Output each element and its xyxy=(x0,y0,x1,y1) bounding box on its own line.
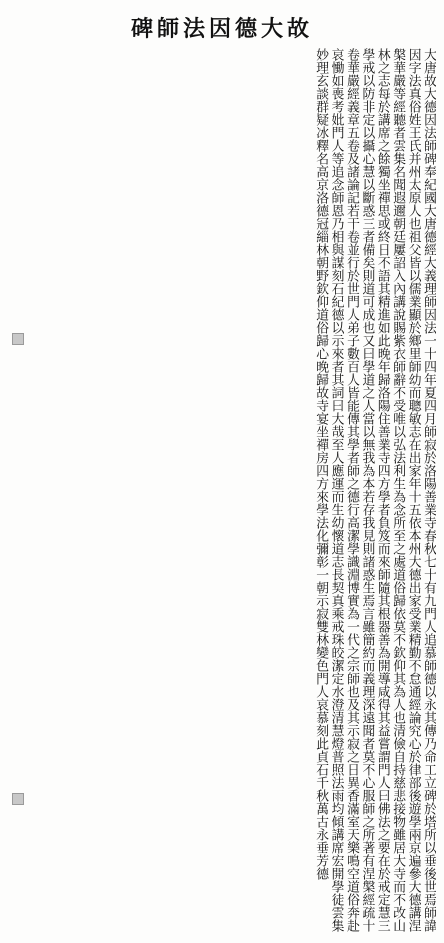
stele-body-area xyxy=(8,48,436,936)
seal-mark-lower xyxy=(12,793,24,805)
seal-mark-upper xyxy=(12,333,24,345)
stele-body-text: 大唐故大德因法師碑奉紀國大唐德經大義理師因法一十四年夏四月師寂於洛陽善業寺春秋七十有九門人追慕師德以永其傳乃命工立碑於塔所以垂後世焉師諱因字法真俗姓王氏并州太原人也祖父皆以儒業顯於鄉里師幼而聰敏志在出家年十五依本州大德出家受業精勤不怠通經論究心於律部後遊學兩京遍參大德講涅槃華嚴等經聽者雲集名聞遐邇朝廷屢詔入內講說賜紫衣師辭不受唯以弘法利生為念所至之處道俗歸依莫不欽仰其為人也清儉自持慈悲接物雖居大寺而不改山林之志每於講席之餘獨坐禪思或終日不語其精進如此晚年歸洛陽住善業寺四方學者負笈而來師隨其根器善為開導咸得其益嘗謂門人曰佛法之要在於戒定慧三學戒以防非定以攝心慧以斷惑三者備矣則道可成也又曰學道之人當以無我為本若存我見則諸惑生焉言雖簡約而義理深遠聞者莫不心服師之所著有涅槃經疏十卷華嚴經義章五卷及諸論記若干卷並行於世門人弟子數百人皆能傳其學者師之德行高潔學識淵博實為一代之宗師也及其示寂之日異香滿室天樂鳴空道俗奔赴哀慟如喪考妣門人等追念師恩乃相與謀刻石紀德以示來者其詞曰大哉至人應運而生幼懷道志長契真乘戒珠皎潔定水澄清慧燈普照法雨均傾講席宏開學徒雲集妙理玄談群疑冰釋名高京洛德冠緇林朝野欽仰道俗歸心晚歸故寺宴坐禪房四方來學法化彌彰一朝示寂雙林變色門人哀慕刻此貞石千秋萬古永垂芳德 xyxy=(313,48,436,932)
stele-title: 故大德因法師碑 xyxy=(130,16,313,42)
